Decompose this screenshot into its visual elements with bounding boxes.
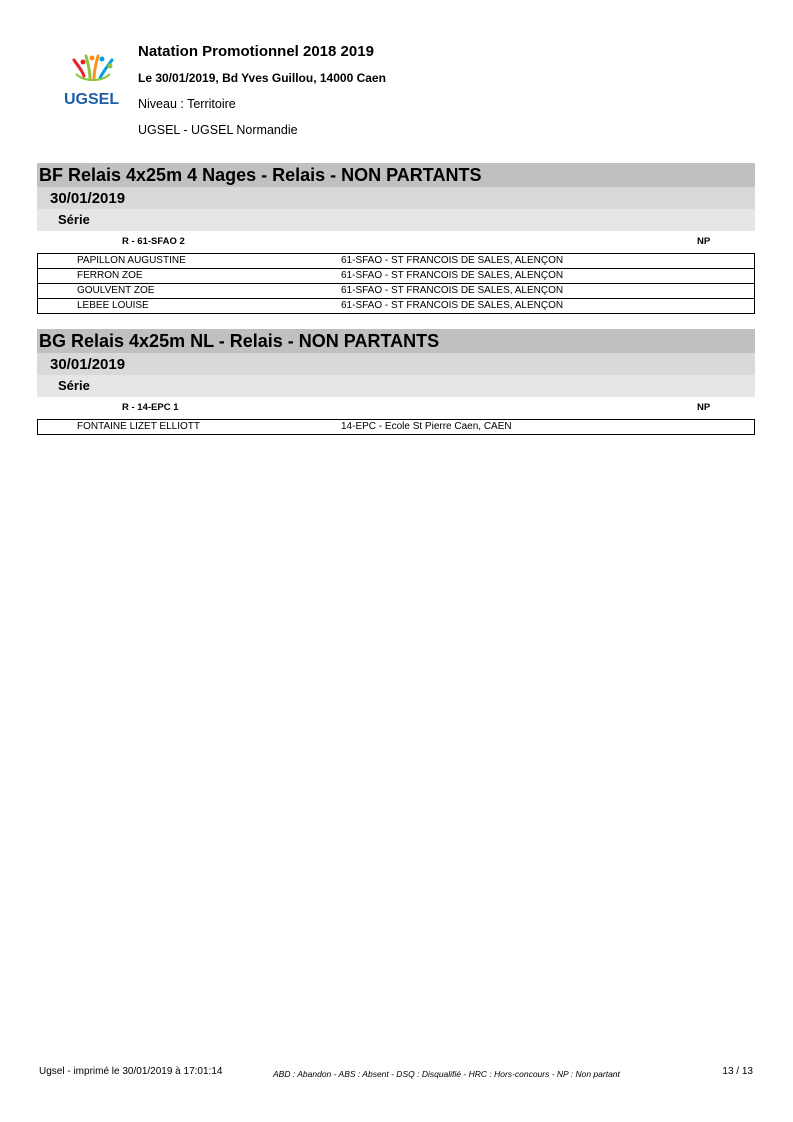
table-row bbox=[38, 254, 754, 268]
event-title: BF Relais 4x25m 4 Nages - Relais - NON PARTANTS bbox=[37, 163, 755, 187]
relay-name: R - 61-SFAO 2 bbox=[122, 236, 185, 247]
event-date: 30/01/2019 bbox=[37, 187, 755, 209]
swimmer-club: 14-EPC - Ecole St Pierre Caen, CAEN bbox=[341, 421, 512, 432]
swimmer-club: 61-SFAO - ST FRANCOIS DE SALES, ALENÇON bbox=[341, 285, 564, 296]
event-serie: Série bbox=[37, 375, 755, 397]
meet-level: Niveau : Territoire bbox=[138, 97, 236, 111]
relay-status: NP bbox=[697, 402, 711, 413]
swimmer-name: LEBEE LOUISE bbox=[77, 300, 149, 311]
footer-legend: ABD : Abandon - ABS : Absent - DSQ : Disqualifié - HRC : Hors-concours - NP : Non partant bbox=[273, 1069, 620, 1079]
swimmer-club: 61-SFAO - ST FRANCOIS DE SALES, ALENÇON bbox=[341, 300, 564, 311]
event-section bbox=[37, 163, 755, 314]
event-serie: Série bbox=[37, 209, 755, 231]
table-row bbox=[38, 268, 754, 283]
swimmer-name: PAPILLON AUGUSTINE bbox=[77, 255, 186, 266]
swimmer-name: GOULVENT ZOE bbox=[77, 285, 155, 296]
table-row bbox=[38, 283, 754, 298]
ugsel-logo bbox=[62, 52, 126, 108]
event-title: BG Relais 4x25m NL - Relais - NON PARTANTS bbox=[37, 329, 755, 353]
meet-organization: UGSEL - UGSEL Normandie bbox=[138, 123, 298, 137]
event-date: 30/01/2019 bbox=[37, 353, 755, 375]
relay-header bbox=[37, 397, 755, 419]
footer-printed: Ugsel - imprimé le 30/01/2019 à 17:01:14 bbox=[39, 1066, 223, 1077]
meet-title: Natation Promotionnel 2018 2019 bbox=[138, 43, 374, 60]
page-number: 13 / 13 bbox=[722, 1066, 753, 1077]
swimmer-club: 61-SFAO - ST FRANCOIS DE SALES, ALENÇON bbox=[341, 270, 564, 281]
swimmer-club: 61-SFAO - ST FRANCOIS DE SALES, ALENÇON bbox=[341, 255, 564, 266]
swimmer-table bbox=[37, 253, 755, 314]
table-row bbox=[38, 420, 754, 434]
event-section bbox=[37, 329, 755, 435]
logo-text: UGSEL bbox=[64, 91, 120, 108]
relay-name: R - 14-EPC 1 bbox=[122, 402, 179, 413]
swimmer-name: FERRON ZOE bbox=[77, 270, 143, 281]
relay-status: NP bbox=[697, 236, 711, 247]
ugsel-logo-icon bbox=[62, 52, 126, 108]
swimmer-name: FONTAINE LIZET ELLIOTT bbox=[77, 421, 200, 432]
table-row bbox=[38, 298, 754, 313]
swimmer-table bbox=[37, 419, 755, 435]
relay-header bbox=[37, 231, 755, 253]
meet-date-location: Le 30/01/2019, Bd Yves Guillou, 14000 Caen bbox=[138, 71, 386, 85]
